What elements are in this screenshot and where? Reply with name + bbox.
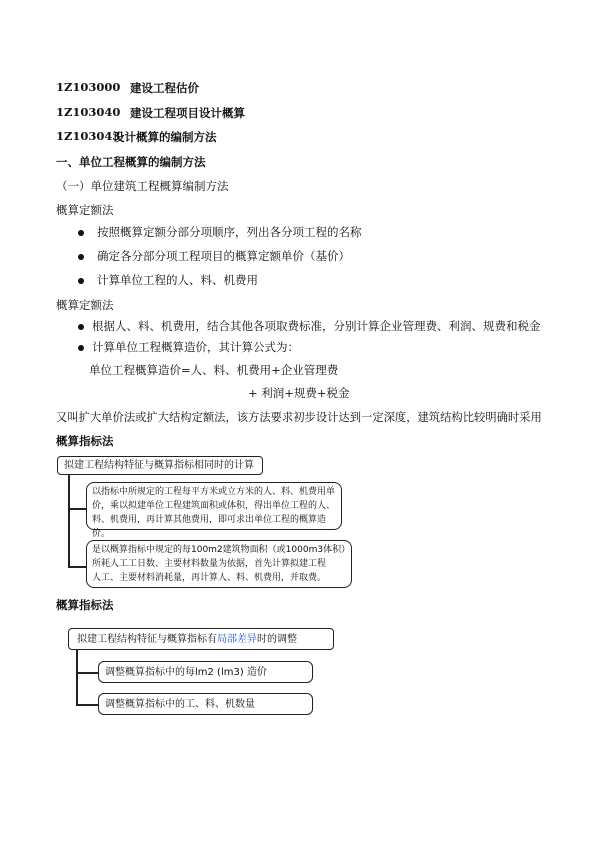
bullet-icon (78, 254, 84, 260)
indicator1-child2-line-2: 所耗人工工日数、主要材料数量为依据，首先计算拟建工程 (92, 559, 327, 569)
indicator1-main-label: 拟建工程结构特征与概算指标相同时的计算 (64, 460, 254, 471)
connector-line (68, 508, 87, 510)
indicator2-child-box-1 (98, 661, 313, 683)
heading-title-3: 设计概算的编制方法 (113, 130, 217, 144)
subsection-heading: （一）单位建筑工程概算编制方法 (56, 179, 229, 193)
indicator1-child1-line-2: 价，乘以拟建单位工程建筑面积或体积，得出单位工程的人、 (92, 501, 336, 511)
indicator2-title: 概算指标法 (56, 598, 114, 612)
method1-bullet-1: 按照概算定额分部分项顺序，列出各分项工程的名称 (97, 225, 362, 239)
heading-code-1: 1Z103000 (56, 80, 121, 94)
indicator1-title: 概算指标法 (56, 434, 114, 448)
indicator2-child-box-2 (98, 693, 313, 715)
indicator1-child-box-1 (86, 482, 342, 539)
indicator1-child1-line-1: 以指标中所规定的工程每平方米或立方米的人、料、机费用单 (92, 487, 336, 497)
indicator2-child2-label: 调整概算指标中的工、料、机数量 (105, 699, 255, 710)
indicator2-label-highlight: 局部差异 (217, 634, 257, 645)
heading-title-2: 建设工程项目设计概算 (130, 106, 245, 120)
method2-bullet-1: 根据人、料、机费用，结合其他各项取费标准，分别计算企业管理费、利润、规费和税金 (92, 319, 541, 333)
method1-bullet-3: 计算单位工程的人、料、机费用 (97, 273, 258, 287)
heading-title-1: 建设工程估价 (130, 81, 199, 95)
heading-code-2: 1Z103040 (56, 105, 121, 119)
indicator2-child1-label: 调整概算指标中的每lm2 (lm3) 造价 (105, 667, 267, 678)
method2-bullet-2: 计算单位工程概算造价，其计算公式为： (92, 340, 299, 354)
connector-line (76, 672, 98, 674)
indicator2-label-pre: 拟建工程结构特征与概算指标有 (77, 634, 217, 645)
indicator2-main-box (68, 628, 334, 650)
bullet-icon (78, 278, 84, 284)
method2-title: 概算定额法 (56, 298, 114, 312)
heading-code-3: 1Z103043 (56, 129, 121, 143)
bullet-icon (78, 345, 84, 351)
connector-line (68, 475, 70, 567)
indicator1-child-box-2 (86, 540, 352, 588)
bullet-icon (78, 230, 84, 236)
indicator1-child2-line-3: 人工、主要材料消耗量，再计算人、料、机费用，并取费。 (92, 573, 327, 583)
bullet-icon (78, 324, 84, 330)
indicator2-label-post: 时的调整 (257, 634, 297, 645)
method1-title: 概算定额法 (56, 203, 114, 217)
method1-bullet-2: 确定各分部分项工程项目的概算定额单价（基价） (97, 249, 350, 263)
formula-line-1: 单位工程概算造价=人、料、机费用+企业管理费 (89, 363, 339, 377)
method-note: 又叫扩大单价法或扩大结构定额法，该方法要求初步设计达到一定深度，建筑结构比较明确时采用 (56, 411, 542, 424)
indicator1-main-box (57, 456, 263, 475)
connector-line (76, 650, 78, 705)
indicator1-child2-line-1: 是以概算指标中规定的每100m2建筑物面积（或1000m3体积） (92, 545, 351, 555)
connector-line (76, 704, 98, 706)
connector-line (68, 566, 87, 568)
section-heading: 一、单位工程概算的编制方法 (56, 155, 206, 169)
indicator2-main-label (77, 632, 297, 647)
indicator1-child1-line-3: 料、机费用，再计算其他费用，即可求出单位工程的概算造价。 (92, 515, 327, 539)
formula-line-2: + 利润+规费+税金 (248, 386, 350, 400)
